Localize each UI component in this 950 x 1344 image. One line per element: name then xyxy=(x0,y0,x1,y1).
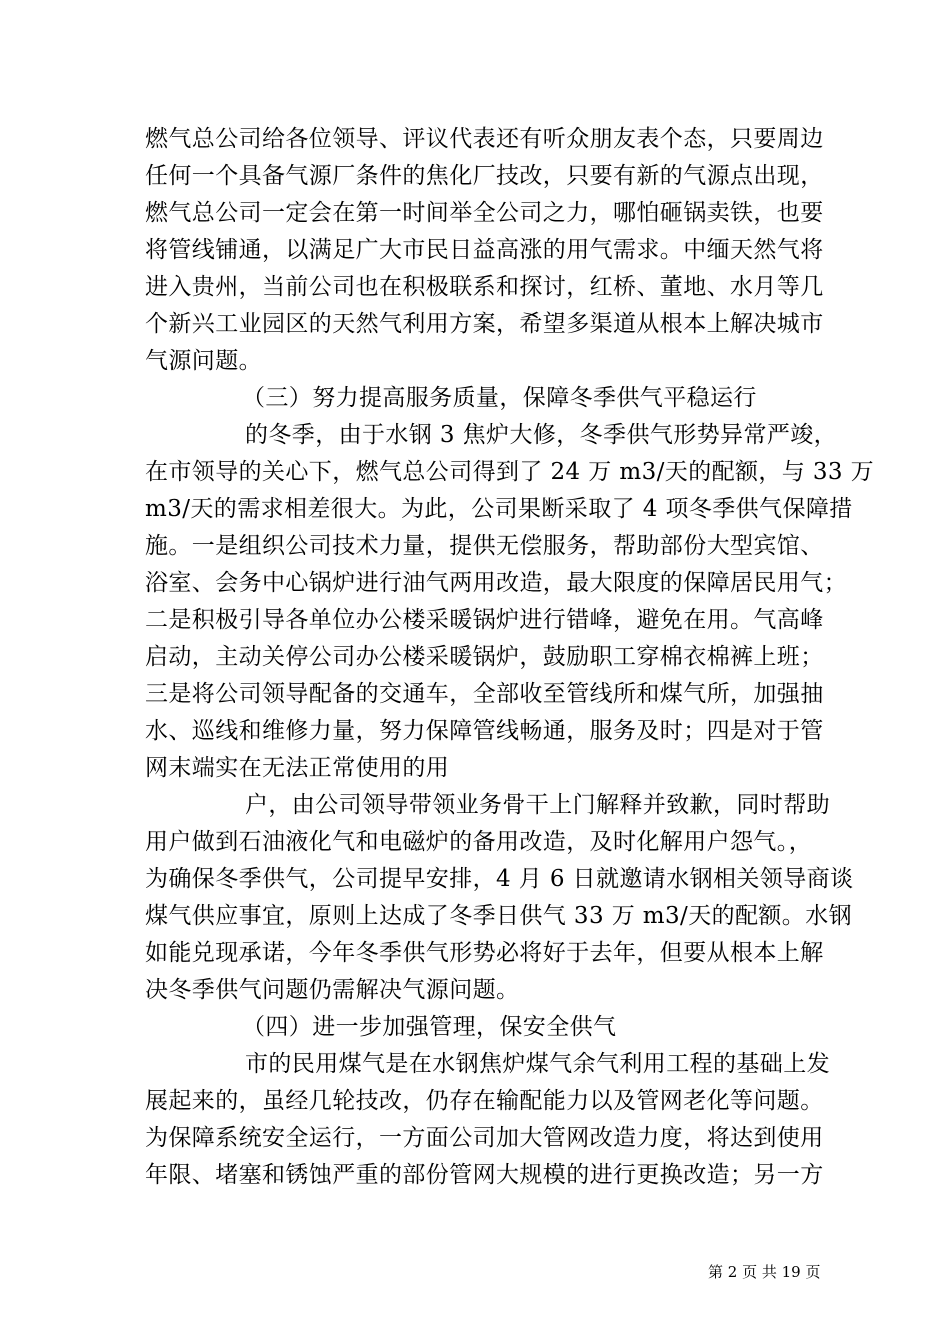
text-line: 施。一是组织公司技术力量，提供无偿服务，帮助部份大型宾馆、 xyxy=(145,533,824,559)
text-line: 在市领导的关心下，燃气总公司得到了 24 万 m3/天的配额，与 33 万 xyxy=(145,459,875,485)
text-line: 为保障系统安全运行，一方面公司加大管网改造力度，将达到使用 xyxy=(145,1125,824,1151)
text-line: 燃气总公司给各位领导、评议代表还有听众朋友表个态，只要周边 xyxy=(145,126,824,152)
text-line: 用户做到石油液化气和电磁炉的备用改造，及时化解用户怨气。， xyxy=(145,829,813,855)
text-line: 为确保冬季供气，公司提早安排，4 月 6 日就邀请水钢相关领导商谈 xyxy=(145,866,854,892)
section-heading-4: （四）进一步加强管理，保安全供气 xyxy=(242,1014,617,1040)
text-line: 煤气供应事宜，原则上达成了冬季日供气 33 万 m3/天的配额。水钢 xyxy=(145,903,852,929)
text-line: 如能兑现承诺，今年冬季供气形势必将好于去年，但要从根本上解 xyxy=(145,940,824,966)
text-line: 将管线铺通，以满足广大市民日益高涨的用气需求。中缅天然气将 xyxy=(145,237,824,263)
text-line: 市的民用煤气是在水钢焦炉煤气余气利用工程的基础上发 xyxy=(245,1051,830,1077)
text-line: 二是积极引导各单位办公楼采暖锅炉进行错峰，避免在用。气高峰 xyxy=(145,607,824,633)
text-line: 网末端实在无法正常使用的用 xyxy=(145,755,450,781)
text-line: 启动，主动关停公司办公楼采暖锅炉，鼓励职工穿棉衣棉裤上班； xyxy=(145,644,824,670)
text-line: 三是将公司领导配备的交通车，全部收至管线所和煤气所，加强抽 xyxy=(145,681,824,707)
text-line: 进入贵州，当前公司也在积极联系和探讨，红桥、董地、水月等几 xyxy=(145,274,824,300)
text-line: 户，由公司领导带领业务骨干上门解释并致歉，同时帮助 xyxy=(245,792,830,818)
text-line: 个新兴工业园区的天然气利用方案，希望多渠道从根本上解决城市 xyxy=(145,311,824,337)
text-line: 浴室、会务中心锅炉进行油气两用改造，最大限度的保障居民用气； xyxy=(145,570,847,596)
text-line: 决冬季供气问题仍需解决气源问题。 xyxy=(145,977,520,1003)
text-line: 燃气总公司一定会在第一时间举全公司之力，哪怕砸锅卖铁，也要 xyxy=(145,200,824,226)
text-line: 任何一个具备气源厂条件的焦化厂技改，只要有新的气源点出现， xyxy=(145,163,824,189)
page-number: 第 2 页 共 19 页 xyxy=(708,1263,821,1281)
text-line: 年限、堵塞和锈蚀严重的部份管网大规模的进行更换改造；另一方 xyxy=(145,1162,824,1188)
text-line: 展起来的，虽经几轮技改，仍存在输配能力以及管网老化等问题。 xyxy=(145,1088,824,1114)
text-line: 气源问题。 xyxy=(145,348,262,374)
text-line: m3/天的需求相差很大。为此，公司果断采取了 4 项冬季供气保障措 xyxy=(145,496,853,522)
text-line: 水、巡线和维修力量，努力保障管线畅通，服务及时；四是对于管 xyxy=(145,718,824,744)
text-line: 的冬季，由于水钢 3 焦炉大修，冬季供气形势异常严竣， xyxy=(245,422,838,448)
section-heading-3: （三）努力提高服务质量，保障冬季供气平稳运行 xyxy=(242,385,757,411)
